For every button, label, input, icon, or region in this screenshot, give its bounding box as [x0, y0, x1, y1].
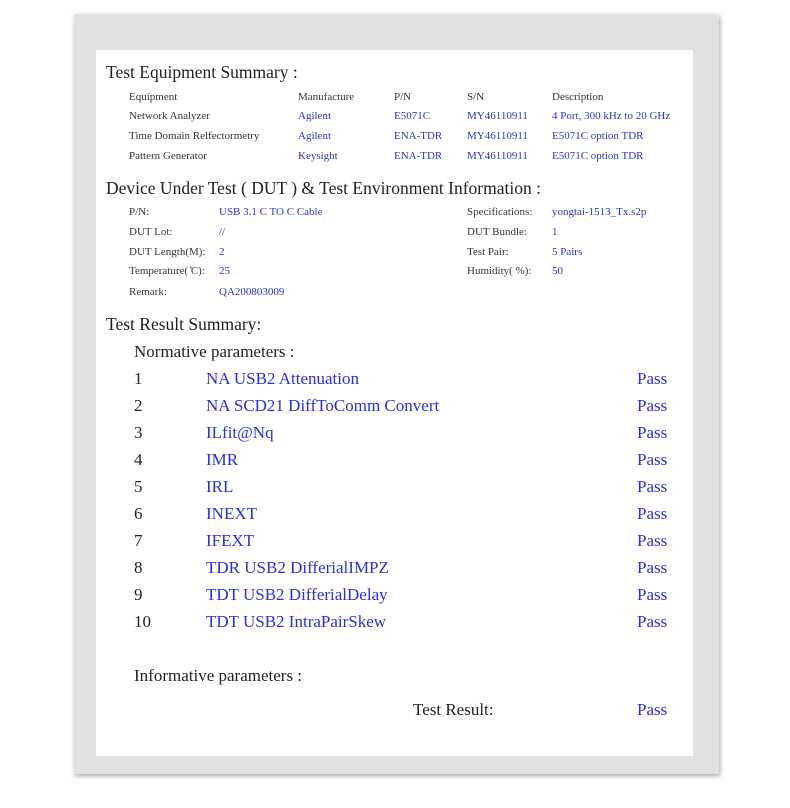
result-pass-link[interactable]: Pass [637, 396, 668, 415]
env-field-value: 50 [552, 265, 563, 277]
dut-field-label: DUT Length(M): [129, 246, 206, 258]
env-field-label: Humidity( %): [467, 265, 532, 277]
result-number: 2 [134, 396, 143, 415]
result-number: 8 [134, 558, 143, 577]
result-number: 3 [134, 423, 143, 442]
result-pass-link[interactable]: Pass [637, 369, 668, 388]
result-pass-link[interactable]: Pass [637, 423, 668, 442]
equipment-name: Pattern Generator [129, 150, 207, 162]
equipment-pn: ENA-TDR [394, 130, 443, 142]
result-pass-link[interactable]: Pass [637, 558, 668, 577]
equipment-header-pn: P/N [394, 91, 412, 103]
env-field-label: Specifications: [467, 206, 533, 218]
result-parameter-link[interactable]: TDT USB2 DifferialDelay [206, 585, 388, 604]
equipment-header-manufacture: Manufacture [298, 91, 355, 103]
env-field-value: 5 Pairs [552, 246, 583, 258]
dut-field-label: P/N: [129, 206, 150, 218]
equipment-header-description: Description [552, 91, 604, 103]
result-parameter-link[interactable]: ILfit@Nq [206, 423, 274, 442]
equipment-description: 4 Port, 300 kHz to 20 GHz [552, 110, 671, 122]
dut-field-value: QA200803009 [219, 286, 285, 298]
result-parameter-link[interactable]: IRL [206, 477, 234, 496]
equipment-header-equipment: Equipment [129, 91, 178, 103]
overall-result-label: Test Result: [413, 700, 494, 719]
result-pass-link[interactable]: Pass [637, 612, 668, 631]
equipment-name: Network Analyzer [129, 110, 210, 122]
equipment-header-sn: S/N [467, 91, 485, 103]
result-parameter-link[interactable]: NA SCD21 DiffToComm Convert [206, 396, 440, 415]
results-section-title: Test Result Summary: [106, 314, 262, 334]
result-parameter-link[interactable]: TDT USB2 IntraPairSkew [206, 612, 387, 631]
dut-field-label: Temperature( ̊C): [129, 265, 205, 277]
equipment-pn: ENA-TDR [394, 150, 443, 162]
result-pass-link[interactable]: Pass [637, 585, 668, 604]
dut-section-title: Device Under Test ( DUT ) & Test Environment Information : [106, 178, 541, 198]
informative-parameters-label: Informative parameters : [134, 666, 303, 685]
result-parameter-link[interactable]: IMR [206, 450, 239, 469]
result-parameter-link[interactable]: IFEXT [206, 531, 255, 550]
env-field-value: 1 [552, 226, 558, 238]
env-field-label: DUT Bundle: [467, 226, 527, 238]
result-number: 9 [134, 585, 143, 604]
equipment-sn: MY46110911 [467, 150, 528, 162]
equipment-manufacture: Keysight [298, 150, 338, 162]
result-pass-link[interactable]: Pass [637, 450, 668, 469]
result-number: 5 [134, 477, 143, 496]
dut-field-value: // [219, 226, 226, 238]
dut-field-label: DUT Lot: [129, 226, 173, 238]
equipment-description: E5071C option TDR [552, 130, 644, 142]
dut-field-value: 25 [219, 265, 230, 277]
equipment-sn: MY46110911 [467, 110, 528, 122]
result-number: 4 [134, 450, 143, 469]
dut-field-value: 2 [219, 246, 225, 258]
result-number: 7 [134, 531, 143, 550]
result-pass-link[interactable]: Pass [637, 504, 668, 523]
result-parameter-link[interactable]: TDR USB2 DifferialIMPZ [206, 558, 389, 577]
equipment-pn: E5071C [394, 110, 431, 122]
equipment-manufacture: Agilent [298, 110, 331, 122]
env-field-value: yongtai-1513_Tx.s2p [552, 206, 647, 218]
equipment-sn: MY46110911 [467, 130, 528, 142]
result-number: 10 [134, 612, 151, 631]
result-parameter-link[interactable]: NA USB2 Attenuation [206, 369, 360, 388]
equipment-section-title: Test Equipment Summary : [106, 62, 298, 82]
env-field-label: Test Pair: [467, 246, 509, 258]
result-number: 6 [134, 504, 143, 523]
equipment-manufacture: Agilent [298, 130, 331, 142]
equipment-name: Time Domain Relfectormetry [129, 130, 260, 142]
dut-field-value: USB 3.1 C TO C Cable [219, 206, 323, 218]
equipment-description: E5071C option TDR [552, 150, 644, 162]
normative-parameters-label: Normative parameters : [134, 342, 295, 361]
result-number: 1 [134, 369, 143, 388]
dut-field-label: Remark: [129, 286, 167, 298]
overall-result-value[interactable]: Pass [637, 700, 668, 719]
result-parameter-link[interactable]: INEXT [206, 504, 257, 523]
result-pass-link[interactable]: Pass [637, 477, 668, 496]
result-pass-link[interactable]: Pass [637, 531, 668, 550]
